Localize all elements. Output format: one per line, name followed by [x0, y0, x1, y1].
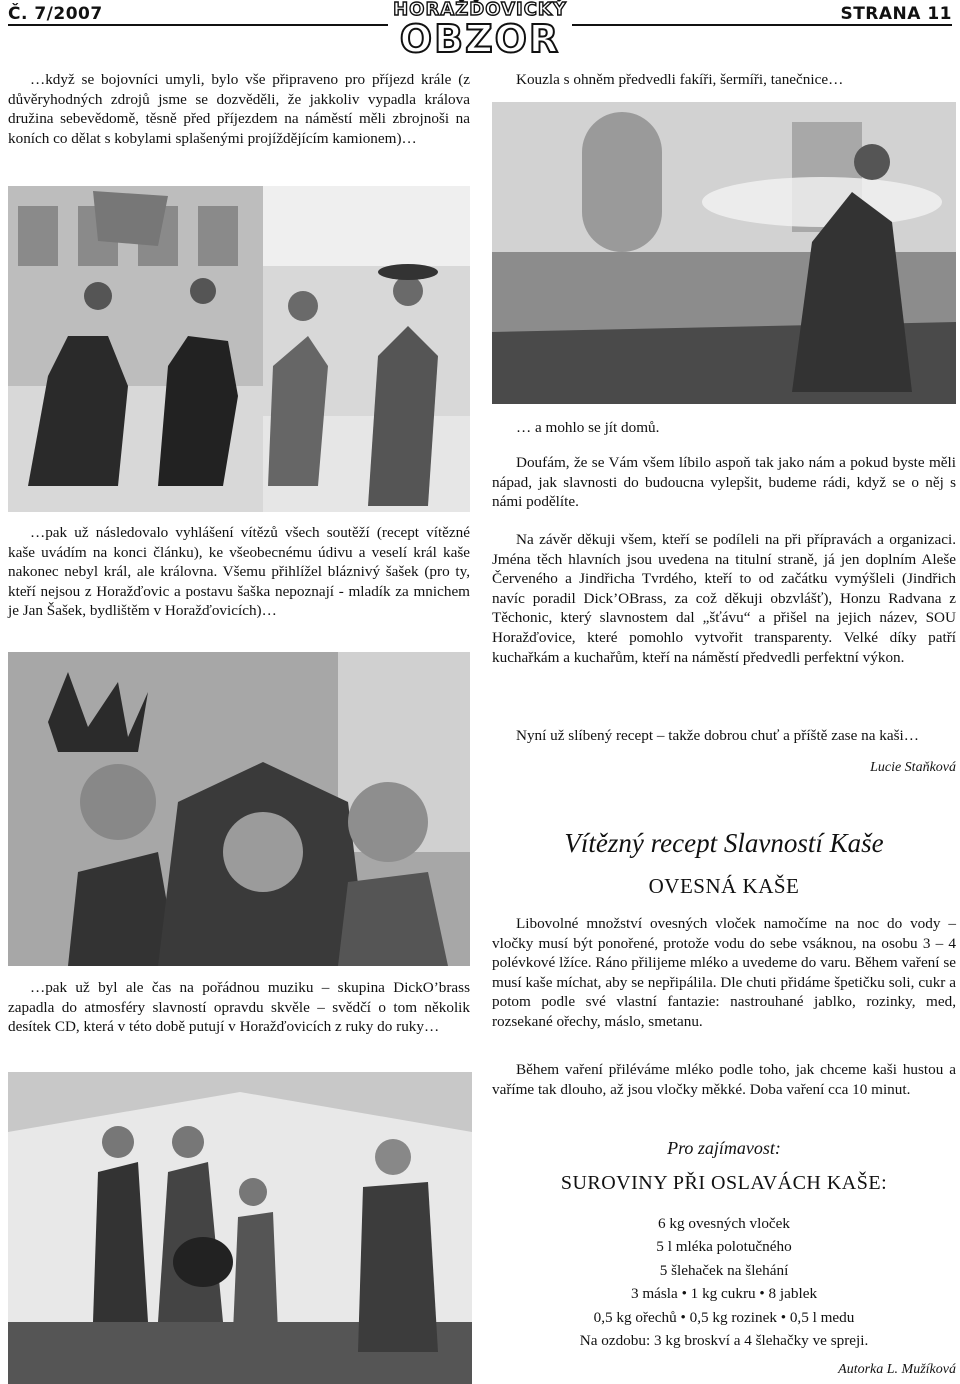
recipe-title: Vítězný recept Slavností Kaše: [564, 828, 884, 858]
masthead-title: OBZOR: [399, 17, 561, 61]
recipe-text-1: Libovolné množství ovesných vloček namočíme na noc do vody – vločky musí být ponořené, protože vodu do sebe vsáknou, na osobu 3 – 4 polévkové lžíce. Ráno přilijeme mléko a uvedeme do varu. Během vaření se musí kaše míchat, aby se nepřipálila. Dle chuti přidáme špetičku soli, cukr a potom podle své vlastní fantazie: nastrouhané jablko, rozinky, med, rozsekané ořechy, máslo, smetanu.: [492, 915, 956, 1030]
article-p1: … a mohlo se jít domů.: [516, 419, 660, 436]
ingredient-item: 5 šlehaček na šlehání: [659, 1261, 789, 1279]
ingredient-item: 5 l mléka polotučného: [656, 1238, 792, 1256]
fire-show-photo: [492, 102, 956, 404]
ingredient-item: 0,5 kg ořechů • 0,5 kg rozinek • 0,5 l medu: [593, 1308, 855, 1326]
riders-photo: [8, 186, 470, 512]
caption-riders: …když se bojovníci umyli, bylo vše připraveno pro příjezd krále (z důvěryhodných zdrojů jsme se dozvěděli, že jakkoliv vypadla králova družina sebevědomě, těsně před příjezdem na náměstí měli zbrojnoši na koních co dělat s kobylami splašenými projíždějícím kamionem)…: [8, 71, 470, 147]
masthead-top: HORAŽĎOVICKÝ: [393, 0, 567, 20]
recipe-text-2: Během vaření přiléváme mléko podle toho, jak chceme kaši hustou a vaříme tak dlouho, až jsou vločky měkké. Doba vaření cca 10 minut.: [492, 1061, 956, 1098]
caption-band: …pak už byl ale čas na pořádnou muziku – skupina DickO’brass zapadla do atmosféry slavností opravdu skvěle – svědčí o tom několik desítek CD, která v této době putují v Horažďovicích z ruky do ruky…: [8, 979, 470, 1036]
issue-number: Č. 7/2007: [8, 4, 103, 24]
fire-show-graphic: [492, 102, 956, 404]
caption-fire: Kouzla s ohněm předvedli fakíři, šermíři, tanečnice…: [516, 71, 844, 88]
article-author: Lucie Staňková: [870, 760, 956, 775]
article-p3: Na závěr děkuji všem, kteří se podíleli na při přípravách a organizaci. Jména těch hlavních jsou uvedena na titulní straně, já jen doplním Aleše Červeného a Jindřicha Tvrdého, kteří to od začátku vymýšleli (Jindřich navíc poradil Dick’OBrass, za což děkuji obzvlášť), Honzu Radvana z Těchonic, který slavnostem dal „šťávu“ a přišel na jejich název, SOU Horažďovice, které pomohlo vytvořit transparenty. Velké díky patří kuchařkám a kuchařům, kteří na náměstí předvedli perfektní výkon.: [492, 531, 956, 666]
article-p2: Doufám, že se Vám všem líbilo aspoň tak jako nám a pokud byste měli nápad, jak slavnosti do budoucna vylepšit, budeme rádi, když se o něj s námi podělíte.: [492, 454, 956, 511]
ingredient-item: Na ozdobu: 3 kg broskví a 4 šlehačky ve spreji.: [579, 1332, 869, 1350]
jester-photo: [8, 652, 470, 966]
recipe-subtitle: OVESNÁ KAŠE: [648, 874, 800, 898]
recipe-interest: Pro zajímavost:: [667, 1138, 781, 1158]
riders-photo-graphic: [8, 186, 470, 512]
ingredient-item: 6 kg ovesných vloček: [657, 1215, 790, 1232]
page-number: STRANA 11: [840, 4, 952, 24]
jester-photo-graphic: [8, 652, 470, 966]
ingredient-item: 3 másla • 1 kg cukru • 8 jablek: [630, 1285, 818, 1303]
article-p4: Nyní už slíbený recept – takže dobrou chuť a příště zase na kaši…: [516, 727, 919, 744]
header-rule-left: [8, 24, 388, 26]
masthead: [0, 0, 960, 61]
recipe-author: Autorka L. Mužíková: [838, 1362, 956, 1377]
band-photo-graphic: [8, 1072, 472, 1384]
header-rule-right: [572, 24, 952, 26]
band-photo: [8, 1072, 472, 1384]
ingredients-title: SUROVINY PŘI OSLAVÁCH KAŠE:: [560, 1172, 888, 1194]
caption-jester: …pak už následovalo vyhlášení vítězů všech soutěží (recept vítězné kaše uvádím na konci článku), ke všeobecnému údivu a veselí král kaše nakonec nebyl král, ale královna. Všemu přihlížel bláznivý šašek (pro ty, kteří nejsou z Horažďovic a postavu šaška nepoznají - mladík za mnichem je Jan Šašek, bydlištěm v Horažďovicích)…: [8, 524, 470, 620]
ingredients-list: [492, 1212, 956, 1352]
